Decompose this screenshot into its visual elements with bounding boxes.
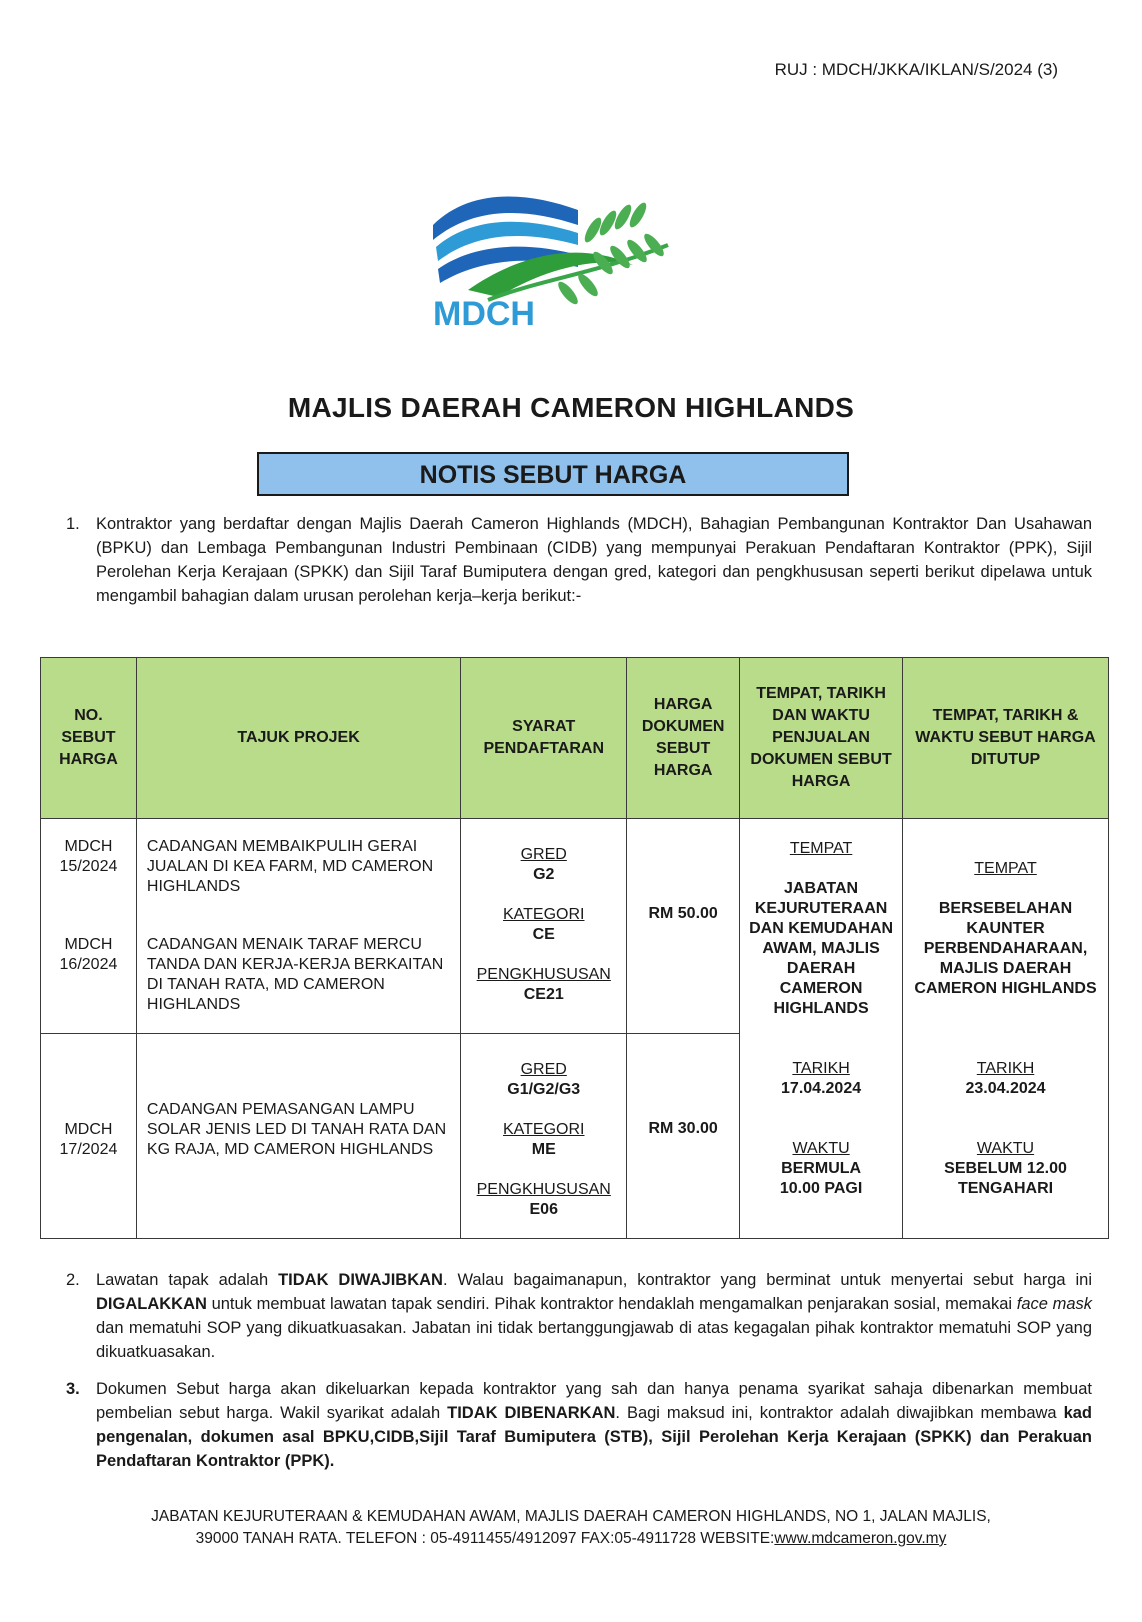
header-closing: TEMPAT, TARIKH & WAKTU SEBUT HARGA DITUTUP: [903, 658, 1109, 819]
closing-time: SEBELUM 12.00 TENGAHARI: [944, 1160, 1067, 1197]
footer-line-1: JABATAN KEJURUTERAAN & KEMUDAHAN AWAM, MAJLIS DAERAH CAMERON HIGHLANDS, NO 1, JALAN MAJLIS,: [151, 1508, 991, 1525]
table-row: [41, 819, 1109, 1034]
closing-time-label: WAKTU: [976, 1140, 1035, 1157]
paragraph-2: [66, 1268, 1092, 1364]
text-span: . Walau bagaimanapun, kontraktor yang berminat untuk menyertai sebut harga ini: [442, 1271, 1092, 1289]
gred-value: G1/G2/G3: [507, 1081, 581, 1098]
row-title: CADANGAN PEMASANGAN LAMPU SOLAR JENIS LED DI TANAH RATA DAN KG RAJA, MD CAMERON HIGHLANDS: [136, 1034, 460, 1239]
paragraph-number: 3.: [66, 1380, 80, 1398]
row-title: CADANGAN MEMBAIKPULIH GERAI JUALAN DI KEA FARM, MD CAMERON HIGHLANDS: [146, 838, 434, 895]
kategori-value: CE: [532, 926, 555, 943]
sale-place: JABATAN KEJURUTERAAN DAN KEMUDAHAN AWAM, MAJLIS DAERAH CAMERON HIGHLANDS: [749, 880, 894, 1017]
emphasis-required-documents: kad pengenalan, dokumen asal BPKU,CIDB,Sijil Taraf Bumiputera (STB), Sijil Perolehan Kerja Kerajaan (SPKK) dan Perakuan Pendaftaran Kontraktor (PPK).: [96, 1404, 1093, 1470]
text-span: Dokumen Sebut harga akan dikeluarkan kepada kontraktor yang sah dan hanya penama syarikat sahaja dibenarkan membuat pembelian sebut harga. Wakil syarikat adalah: [96, 1380, 1092, 1422]
gred-label: GRED: [520, 1061, 567, 1078]
mdch-logo: [428, 185, 698, 335]
closing-date-label: TARIKH: [976, 1060, 1035, 1077]
paragraph-number: 2.: [66, 1271, 80, 1289]
sale-date-label: TARIKH: [792, 1060, 850, 1077]
quotation-numbers: [41, 819, 137, 1034]
footer-address: [0, 1506, 1142, 1550]
pengkhususan-label: PENGKHUSUSAN: [476, 1181, 611, 1198]
header-sale: TEMPAT, TARIKH DAN WAKTU PENJUALAN DOKUMEN SEBUT HARGA: [740, 658, 903, 819]
footer-line-2: [0, 1528, 1142, 1550]
kategori-value: ME: [531, 1141, 556, 1158]
notice-title: NOTIS SEBUT HARGA: [257, 452, 849, 496]
closing-date: 23.04.2024: [965, 1080, 1046, 1097]
requirements-group-2: [461, 1034, 627, 1239]
quotation-table: [40, 657, 1109, 1239]
pengkhususan-value: E06: [529, 1201, 558, 1218]
emphasis-not-required: TIDAK DIWAJIBKAN: [278, 1271, 443, 1289]
price-group-2: RM 30.00: [627, 1034, 740, 1239]
row-title: CADANGAN MENAIK TARAF MERCU TANDA DAN KERJA-KERJA BERKAITAN DI TANAH RATA, MD CAMERON HIGHLANDS: [146, 936, 444, 1013]
requirements-group-1: [461, 819, 627, 1034]
gred-label: GRED: [520, 846, 567, 863]
paragraph-number: 1.: [66, 515, 80, 533]
website-link[interactable]: www.mdcameron.gov.my: [774, 1530, 947, 1547]
header-requirements: SYARAT PENDAFTARAN: [461, 658, 627, 819]
emphasis-not-allowed: TIDAK DIBENARKAN: [447, 1404, 616, 1422]
text-span: Lawatan tapak adalah: [96, 1271, 279, 1289]
reference-number: RUJ : MDCH/JKKA/IKLAN/S/2024 (3): [774, 60, 1058, 79]
row-no: MDCH 16/2024: [59, 936, 118, 973]
paragraph-text: [96, 1268, 1092, 1364]
kategori-label: KATEGORI: [502, 906, 585, 923]
closing-place: BERSEBELAHAN KAUNTER PERBENDAHARAAN, MAJLIS DAERAH CAMERON HIGHLANDS: [914, 900, 1097, 997]
sale-date: 17.04.2024: [781, 1080, 862, 1097]
paragraph-3: [66, 1377, 1092, 1473]
pengkhususan-value: CE21: [523, 986, 564, 1003]
gred-value: G2: [533, 866, 555, 883]
sale-time: BERMULA 10.00 PAGI: [779, 1160, 863, 1197]
emphasis-encouraged: DIGALAKKAN: [96, 1295, 207, 1313]
paragraph-1: [66, 512, 1092, 608]
sale-place-label: TEMPAT: [789, 840, 853, 857]
text-span: . Bagi maksud ini, kontraktor adalah diwajibkan membawa: [615, 1404, 1064, 1422]
project-titles: [136, 819, 460, 1034]
table-header-row: [41, 658, 1109, 819]
kategori-label: KATEGORI: [502, 1121, 585, 1138]
council-name: MAJLIS DAERAH CAMERON HIGHLANDS: [287, 392, 855, 423]
sale-time-label: WAKTU: [792, 1140, 850, 1157]
footer-contact: 39000 TANAH RATA. TELEFON : 05-4911455/4912097 FAX:05-4911728 WEBSITE:: [195, 1530, 775, 1547]
closing-place-label: TEMPAT: [974, 860, 1037, 877]
sale-details: [740, 819, 903, 1239]
header-price: HARGA DOKUMEN SEBUT HARGA: [627, 658, 740, 819]
emphasis-face-mask: face mask: [1016, 1295, 1092, 1313]
pengkhususan-label: PENGKHUSUSAN: [476, 966, 611, 983]
header-title: TAJUK PROJEK: [136, 658, 460, 819]
closing-details: [903, 819, 1109, 1239]
header-no: NO. SEBUT HARGA: [41, 658, 137, 819]
row-no: MDCH 15/2024: [59, 838, 118, 875]
svg-text:MDCH: MDCH: [433, 295, 535, 333]
text-span: dan mematuhi SOP yang dikuatkuasakan. Jabatan ini tidak bertanggungjawab di atas kegagalan pihak kontraktor mematuhi SOP yang dikuatkuasakan.: [96, 1319, 1092, 1361]
text-span: untuk membuat lawatan tapak sendiri. Pihak kontraktor hendaklah mengamalkan penjarakan sosial, memakai: [206, 1295, 1017, 1313]
price-group-1: RM 50.00: [627, 819, 740, 1034]
paragraph-text: [96, 1377, 1092, 1473]
paragraph-text: Kontraktor yang berdaftar dengan Majlis Daerah Cameron Highlands (MDCH), Bahagian Pembangunan Kontraktor Dan Usahawan (BPKU) dan Lembaga Pembangunan Industri Pembinaan (CIDB) yang mempunyai Perakuan Pendaftaran Kontraktor (PPK), Sijil Perolehan Kerja Kerajaan (SPKK) dan Sijil Taraf Bumiputera dengan gred, kategori dan pengkhususan seperti berikut dipelawa untuk mengambil bahagian dalam urusan perolehan kerja–kerja berikut:-: [96, 515, 1092, 605]
row-no: MDCH 17/2024: [41, 1034, 137, 1239]
